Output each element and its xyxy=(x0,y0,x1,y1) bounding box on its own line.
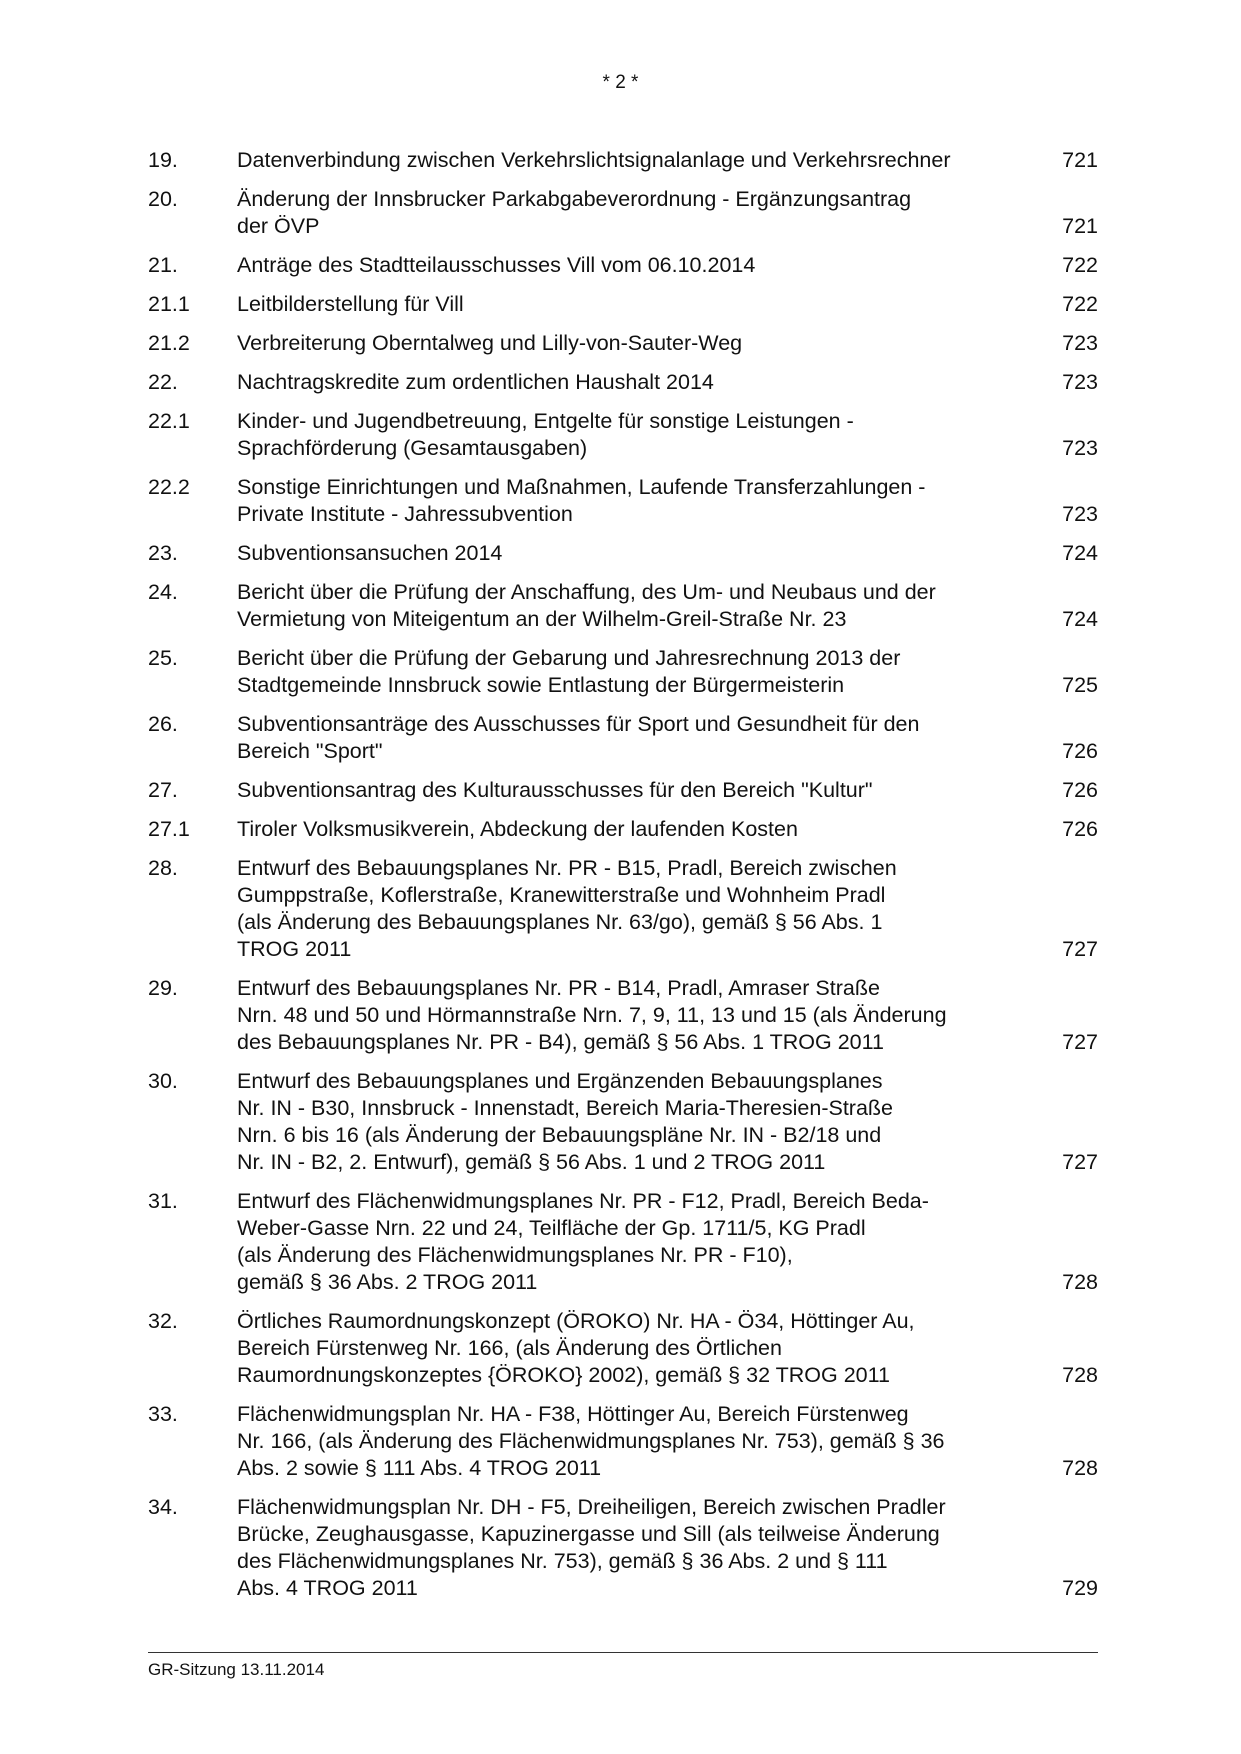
toc-entry-title: Nachtragskredite zum ordentlichen Haushalt 2014 xyxy=(237,370,714,394)
toc-entry-number: 30. xyxy=(148,1069,178,1093)
toc-entry-page: 722 xyxy=(1062,253,1098,277)
toc-entry-number: 19. xyxy=(148,148,178,172)
toc-entry xyxy=(148,711,1098,765)
toc-entry-page: 727 xyxy=(1062,1030,1098,1054)
toc-entry-page: 726 xyxy=(1062,817,1098,841)
toc-entry-page: 725 xyxy=(1062,673,1098,697)
toc-entry xyxy=(148,1068,1098,1176)
toc-entry xyxy=(148,1308,1098,1389)
toc-entry xyxy=(148,1401,1098,1482)
toc-entry-title: Anträge des Stadtteilausschusses Vill vom 06.10.2014 xyxy=(237,253,756,277)
toc-entry-title: Entwurf des Bebauungsplanes Nr. PR - B14, Pradl, Amraser Straße Nrn. 48 und 50 und Hörmannstraße Nrn. 7, 9, 11, 13 und 15 (als Änderung des Bebauungsplanes Nr. PR - B4), gemäß § 56 Abs. 1 TROG 2011 xyxy=(237,976,947,1054)
toc-entry-page: 722 xyxy=(1062,292,1098,316)
toc-entry xyxy=(148,291,1098,318)
toc-entry-number: 24. xyxy=(148,580,178,604)
toc-entry-page: 724 xyxy=(1062,607,1098,631)
toc-entry-number: 27.1 xyxy=(148,817,190,841)
table-of-contents xyxy=(148,147,1098,1614)
toc-entry-title: Örtliches Raumordnungskonzept (ÖROKO) Nr. HA - Ö34, Höttinger Au, Bereich Fürstenweg Nr. 166, (als Änderung des Örtlichen Raumordnungskonzeptes {ÖROKO} 2002), gemäß § 32 TROG 2011 xyxy=(237,1309,915,1387)
toc-entry-title: Bericht über die Prüfung der Anschaffung, des Um- und Neubaus und der Vermietung von Miteigentum an der Wilhelm-Greil-Straße Nr. 23 xyxy=(237,580,936,631)
toc-entry-number: 22.1 xyxy=(148,409,190,433)
toc-entry-title: Kinder- und Jugendbetreuung, Entgelte für sonstige Leistungen - Sprachförderung (Gesamtausgaben) xyxy=(237,409,854,460)
toc-entry xyxy=(148,777,1098,804)
toc-entry xyxy=(148,579,1098,633)
toc-entry xyxy=(148,855,1098,963)
toc-entry-page: 727 xyxy=(1062,937,1098,961)
toc-entry xyxy=(148,252,1098,279)
toc-entry xyxy=(148,147,1098,174)
toc-entry-page: 723 xyxy=(1062,331,1098,355)
toc-entry xyxy=(148,369,1098,396)
toc-entry-title: Flächenwidmungsplan Nr. DH - F5, Dreiheiligen, Bereich zwischen Pradler Brücke, Zeughausgasse, Kapuzinergasse und Sill (als teilweise Änderung des Flächenwidmungsplanes Nr. 753), gemäß § 36 Abs. 2 und § 111 Abs. 4 TROG 2011 xyxy=(237,1495,946,1600)
toc-entry-number: 27. xyxy=(148,778,178,802)
toc-entry-page: 723 xyxy=(1062,436,1098,460)
toc-entry xyxy=(148,975,1098,1056)
page-number: * 2 * xyxy=(602,72,639,93)
toc-entry xyxy=(148,1188,1098,1296)
toc-entry-title: Änderung der Innsbrucker Parkabgabeverordnung - Ergänzungsantrag der ÖVP xyxy=(237,187,912,238)
toc-entry-number: 33. xyxy=(148,1402,178,1426)
toc-entry-number: 29. xyxy=(148,976,178,1000)
toc-entry-page: 721 xyxy=(1062,148,1098,172)
toc-entry-page: 727 xyxy=(1062,1150,1098,1174)
toc-entry-title: Subventionsanträge des Ausschusses für Sport und Gesundheit für den Bereich "Sport" xyxy=(237,712,920,763)
toc-entry xyxy=(148,1494,1098,1602)
toc-entry-title: Subventionsansuchen 2014 xyxy=(237,541,503,565)
toc-entry xyxy=(148,645,1098,699)
toc-entry-page: 726 xyxy=(1062,778,1098,802)
toc-entry-page: 723 xyxy=(1062,370,1098,394)
toc-entry-number: 22.2 xyxy=(148,475,190,499)
toc-entry-page: 726 xyxy=(1062,739,1098,763)
toc-entry xyxy=(148,816,1098,843)
footer-divider xyxy=(148,1652,1098,1653)
toc-entry-page: 723 xyxy=(1062,502,1098,526)
toc-entry-title: Entwurf des Bebauungsplanes und Ergänzenden Bebauungsplanes Nr. IN - B30, Innsbruck - Innenstadt, Bereich Maria-Theresien-Straße Nrn. 6 bis 16 (als Änderung der Bebauungspläne Nr. IN - B2/18 und Nr. IN - B2, 2. Entwurf), gemäß § 56 Abs. 1 und 2 TROG 2011 xyxy=(237,1069,894,1174)
footer-text: GR-Sitzung 13.11.2014 xyxy=(148,1660,325,1679)
toc-entry-number: 34. xyxy=(148,1495,178,1519)
toc-entry-title: Leitbilderstellung für Vill xyxy=(237,292,464,316)
toc-entry-title: Entwurf des Flächenwidmungsplanes Nr. PR - F12, Pradl, Bereich Beda- Weber-Gasse Nrn. 22 und 24, Teilfläche der Gp. 1711/5, KG Pradl (als Änderung des Flächenwidmungsplanes Nr. PR - F10), gemäß § 36 Abs. 2 TROG 2011 xyxy=(237,1189,929,1294)
toc-entry-page: 724 xyxy=(1062,541,1098,565)
toc-entry-number: 26. xyxy=(148,712,178,736)
toc-entry-number: 20. xyxy=(148,187,178,211)
toc-entry-number: 22. xyxy=(148,370,178,394)
toc-entry-title: Tiroler Volksmusikverein, Abdeckung der laufenden Kosten xyxy=(237,817,798,841)
toc-entry-page: 728 xyxy=(1062,1363,1098,1387)
toc-entry-page: 728 xyxy=(1062,1456,1098,1480)
toc-entry-title: Datenverbindung zwischen Verkehrslichtsignalanlage und Verkehrsrechner xyxy=(237,148,951,172)
toc-entry xyxy=(148,540,1098,567)
toc-entry xyxy=(148,474,1098,528)
toc-entry-number: 21. xyxy=(148,253,178,277)
toc-entry-number: 25. xyxy=(148,646,178,670)
toc-entry-number: 28. xyxy=(148,856,178,880)
toc-entry-number: 21.2 xyxy=(148,331,190,355)
toc-entry xyxy=(148,330,1098,357)
toc-entry-page: 729 xyxy=(1062,1576,1098,1600)
toc-entry-page: 721 xyxy=(1062,214,1098,238)
toc-entry-number: 23. xyxy=(148,541,178,565)
toc-entry-number: 32. xyxy=(148,1309,178,1333)
toc-entry-title: Verbreiterung Oberntalweg und Lilly-von-Sauter-Weg xyxy=(237,331,743,355)
toc-entry-title: Entwurf des Bebauungsplanes Nr. PR - B15, Pradl, Bereich zwischen Gumppstraße, Koflerstraße, Kranewitterstraße und Wohnheim Pradl (als Änderung des Bebauungsplanes Nr. 63/go), gemäß § 56 Abs. 1 TROG 2011 xyxy=(237,856,897,961)
toc-entry-number: 21.1 xyxy=(148,292,190,316)
toc-entry-title: Subventionsantrag des Kulturausschusses für den Bereich "Kultur" xyxy=(237,778,873,802)
toc-entry-title: Bericht über die Prüfung der Gebarung und Jahresrechnung 2013 der Stadtgemeinde Innsbruck sowie Entlastung der Bürgermeisterin xyxy=(237,646,901,697)
toc-entry xyxy=(148,408,1098,462)
toc-entry-title: Flächenwidmungsplan Nr. HA - F38, Höttinger Au, Bereich Fürstenweg Nr. 166, (als Änderung des Flächenwidmungsplanes Nr. 753), gemäß § 36 Abs. 2 sowie § 111 Abs. 4 TROG 2011 xyxy=(237,1402,945,1480)
toc-entry-number: 31. xyxy=(148,1189,178,1213)
toc-entry-page: 728 xyxy=(1062,1270,1098,1294)
toc-entry xyxy=(148,186,1098,240)
toc-entry-title: Sonstige Einrichtungen und Maßnahmen, Laufende Transferzahlungen - Private Institute - Jahressubvention xyxy=(237,475,926,526)
